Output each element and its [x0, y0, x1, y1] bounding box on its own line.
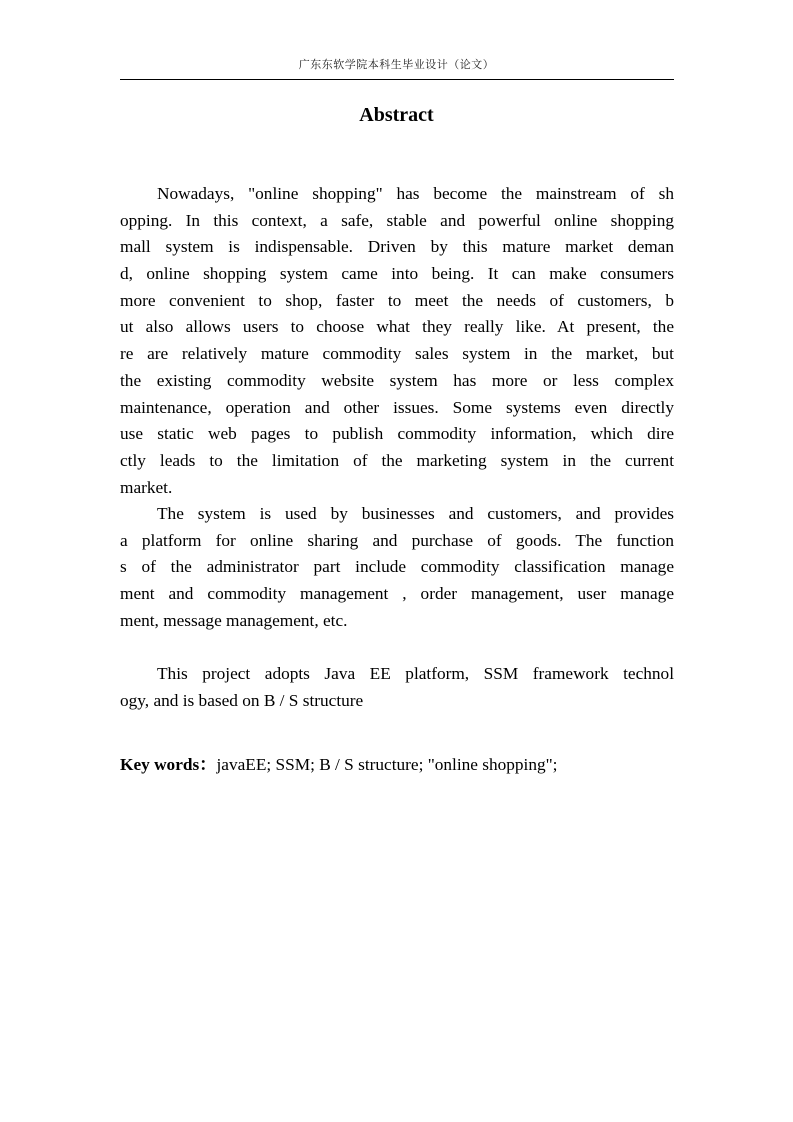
keywords-label: Key words：	[120, 755, 217, 774]
paragraph-line: ogy, and is based on B / S structure	[120, 690, 364, 710]
paragraph-line: s of the administrator part include commodity classification manage	[120, 557, 674, 577]
paragraph-line: Nowadays, "online shopping" has become the mainstream of sh	[157, 184, 674, 203]
paragraph-line: use static web pages to publish commodity information, which dire	[120, 424, 674, 444]
paragraph-line: opping. In this context, a safe, stable and powerful online shopping	[120, 210, 674, 230]
paragraph-line: a platform for online sharing and purchase of goods. The function	[120, 530, 674, 550]
paragraph-line: d, online shopping system came into being. It can make consumers	[120, 264, 674, 284]
paragraph-line: ment, message management, etc.	[120, 610, 348, 630]
paragraph-line: The system is used by businesses and customers, and provides	[157, 504, 674, 523]
abstract-paragraph-2	[120, 501, 674, 634]
paragraph-line: mall system is indispensable. Driven by this mature market deman	[120, 237, 674, 257]
paragraph-line: ut also allows users to choose what they really like. At present, the	[120, 317, 674, 337]
keywords-line	[120, 752, 674, 779]
abstract-paragraph-1	[120, 181, 674, 501]
header-divider	[120, 79, 674, 80]
paragraph-line: ctly leads to the limitation of the marketing system in the current	[120, 450, 674, 470]
keywords-text: javaEE; SSM; B / S structure; "online shopping";	[216, 755, 558, 774]
paragraph-line: ment and commodity management , order management, user manage	[120, 584, 674, 604]
abstract-title: Abstract	[359, 104, 434, 126]
paragraph-line: This project adopts Java EE platform, SSM framework technol	[157, 664, 674, 683]
paragraph-line: more convenient to shop, faster to meet the needs of customers, b	[120, 290, 674, 310]
page-header: 广东东软学院本科生毕业设计（论文）	[298, 58, 495, 71]
paragraph-line: maintenance, operation and other issues. Some systems even directly	[120, 397, 674, 417]
paragraph-line: the existing commodity website system has more or less complex	[120, 370, 674, 390]
abstract-paragraph-3	[120, 661, 674, 714]
paragraph-line: market.	[120, 477, 173, 497]
paragraph-line: re are relatively mature commodity sales system in the market, but	[120, 344, 674, 364]
